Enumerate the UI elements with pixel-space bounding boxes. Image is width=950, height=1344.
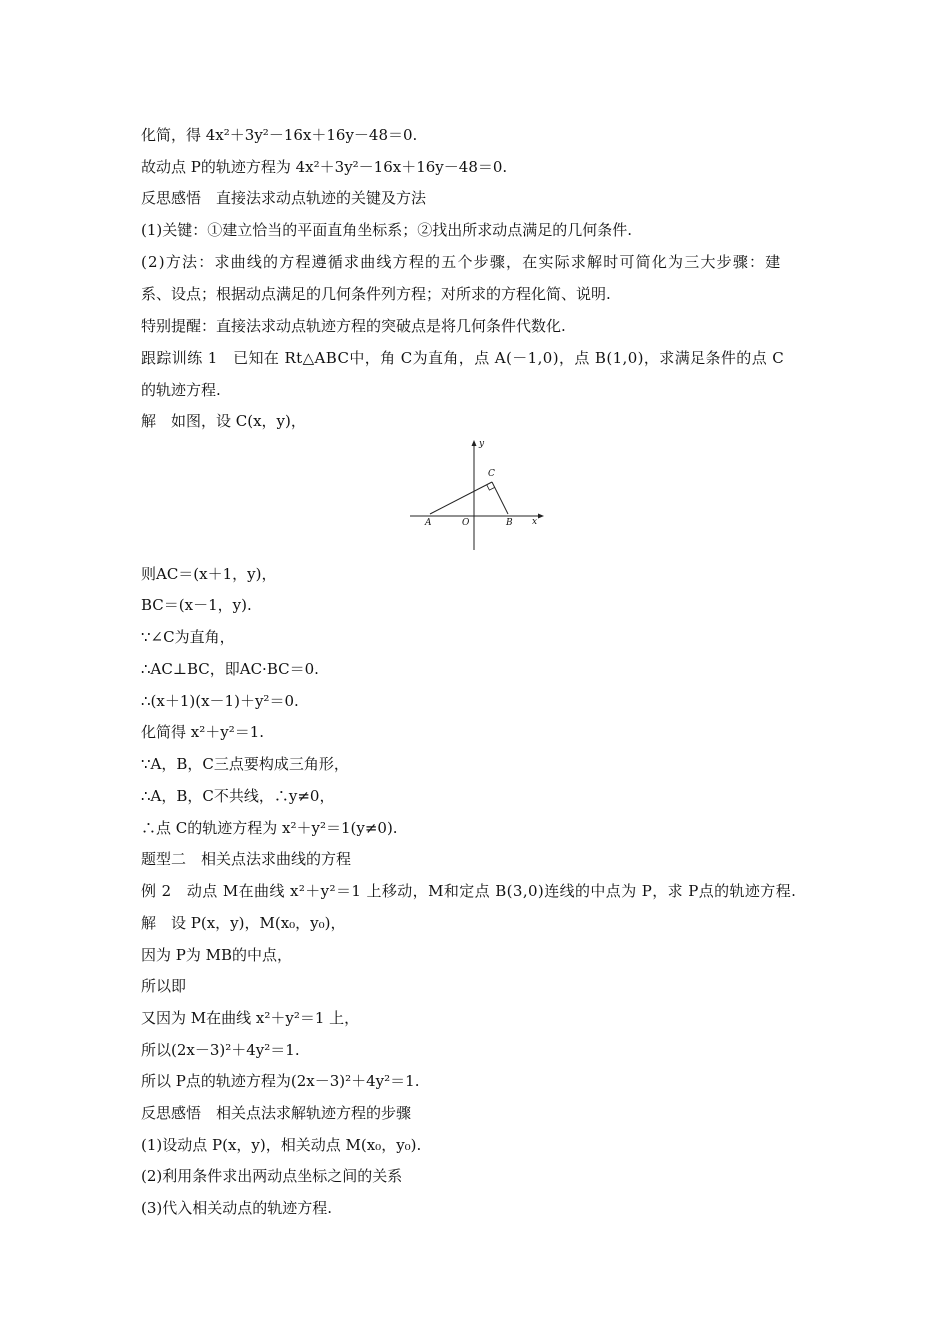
y-axis-label: y	[479, 439, 485, 449]
text-line-13: ∵∠C为直角，	[141, 628, 235, 646]
section-heading-3: 反思感悟 相关点法求解轨迹方程的步骤	[141, 1104, 412, 1122]
text-line-26: 所以(2x－3)²＋4y²＝1.	[141, 1041, 300, 1059]
text-line-24: 所以即	[141, 977, 187, 995]
text-line-2: 故动点 P的轨迹方程为 4x²＋3y²－16x＋16y－48＝0.	[141, 158, 508, 176]
text-line-18: ∴A，B，C不共线，∴y≠0，	[141, 787, 335, 805]
text-line-29: (1)设动点 P(x，y)，相关动点 M(x₀，y₀).	[141, 1136, 422, 1154]
text-line-6: 系、设点；根据动点满足的几何条件列方程；对所求的方程化简、说明.	[141, 285, 611, 303]
text-line-7: 特别提醒：直接法求动点轨迹方程的突破点是将几何条件代数化.	[141, 317, 566, 335]
text-line-27: 所以 P点的轨迹方程为(2x－3)²＋4y²＝1.	[141, 1072, 420, 1090]
exercise-heading: 跟踪训练 1 已知在 Rt△ABC中，角 C为直角，点 A(－1,0)，点 B(1,0)，求满足条件的点 C	[141, 349, 785, 367]
example-heading: 例 2 动点 M在曲线 x²＋y²＝1 上移动，M和定点 B(3,0)连线的中点为 P，求 P点的轨迹方程.	[141, 882, 797, 900]
text-line-19: ∴点 C的轨迹方程为 x²＋y²＝1(y≠0).	[141, 819, 398, 837]
text-line-10: 解 如图，设 C(x，y)，	[141, 412, 306, 430]
text-line-23: 因为 P为 MB的中点，	[141, 946, 293, 964]
text-line-30: (2)利用条件求出两动点坐标之间的关系	[141, 1167, 403, 1185]
text-line-1: 化简，得 4x²＋3y²－16x＋16y－48＝0.	[141, 126, 418, 144]
text-line-5: (2)方法：求曲线的方程遵循求曲线方程的五个步骤，在实际求解时可简化为三大步骤：建	[141, 253, 782, 271]
text-line-31: (3)代入相关动点的轨迹方程.	[141, 1199, 333, 1217]
section-heading-2: 题型二 相关点法求曲线的方程	[141, 850, 352, 868]
point-b-label: B	[506, 518, 513, 528]
text-line-11: 则AC＝(x＋1，y)，	[141, 565, 277, 583]
x-axis-label: x	[532, 517, 538, 527]
section-heading: 反思感悟 直接法求动点轨迹的关键及方法	[141, 189, 427, 207]
x-axis-arrow	[538, 514, 544, 519]
triangle-figure	[410, 438, 546, 550]
text-line-25: 又因为 M在曲线 x²＋y²＝1 上，	[141, 1009, 360, 1027]
point-o-label: O	[462, 518, 470, 528]
text-line-14: ∴AC⊥BC，即AC·BC＝0.	[141, 660, 319, 678]
text-line-9: 的轨迹方程.	[141, 381, 221, 399]
text-line-15: ∴(x＋1)(x－1)＋y²＝0.	[141, 692, 299, 710]
y-axis-arrow	[472, 440, 477, 446]
text-line-17: ∵A，B，C三点要构成三角形，	[141, 755, 349, 773]
segment-cb	[492, 482, 508, 514]
text-line-4: (1)关键：①建立恰当的平面直角坐标系；②找出所求动点满足的几何条件.	[141, 221, 633, 239]
text-line-12: BC＝(x－1，y).	[141, 596, 252, 614]
text-line-22: 解 设 P(x，y)，M(x₀，y₀)，	[141, 914, 346, 932]
point-c-label: C	[488, 469, 495, 479]
segment-ac	[430, 482, 492, 514]
point-a-label: A	[425, 518, 432, 528]
text-line-16: 化简得 x²＋y²＝1.	[141, 723, 265, 741]
